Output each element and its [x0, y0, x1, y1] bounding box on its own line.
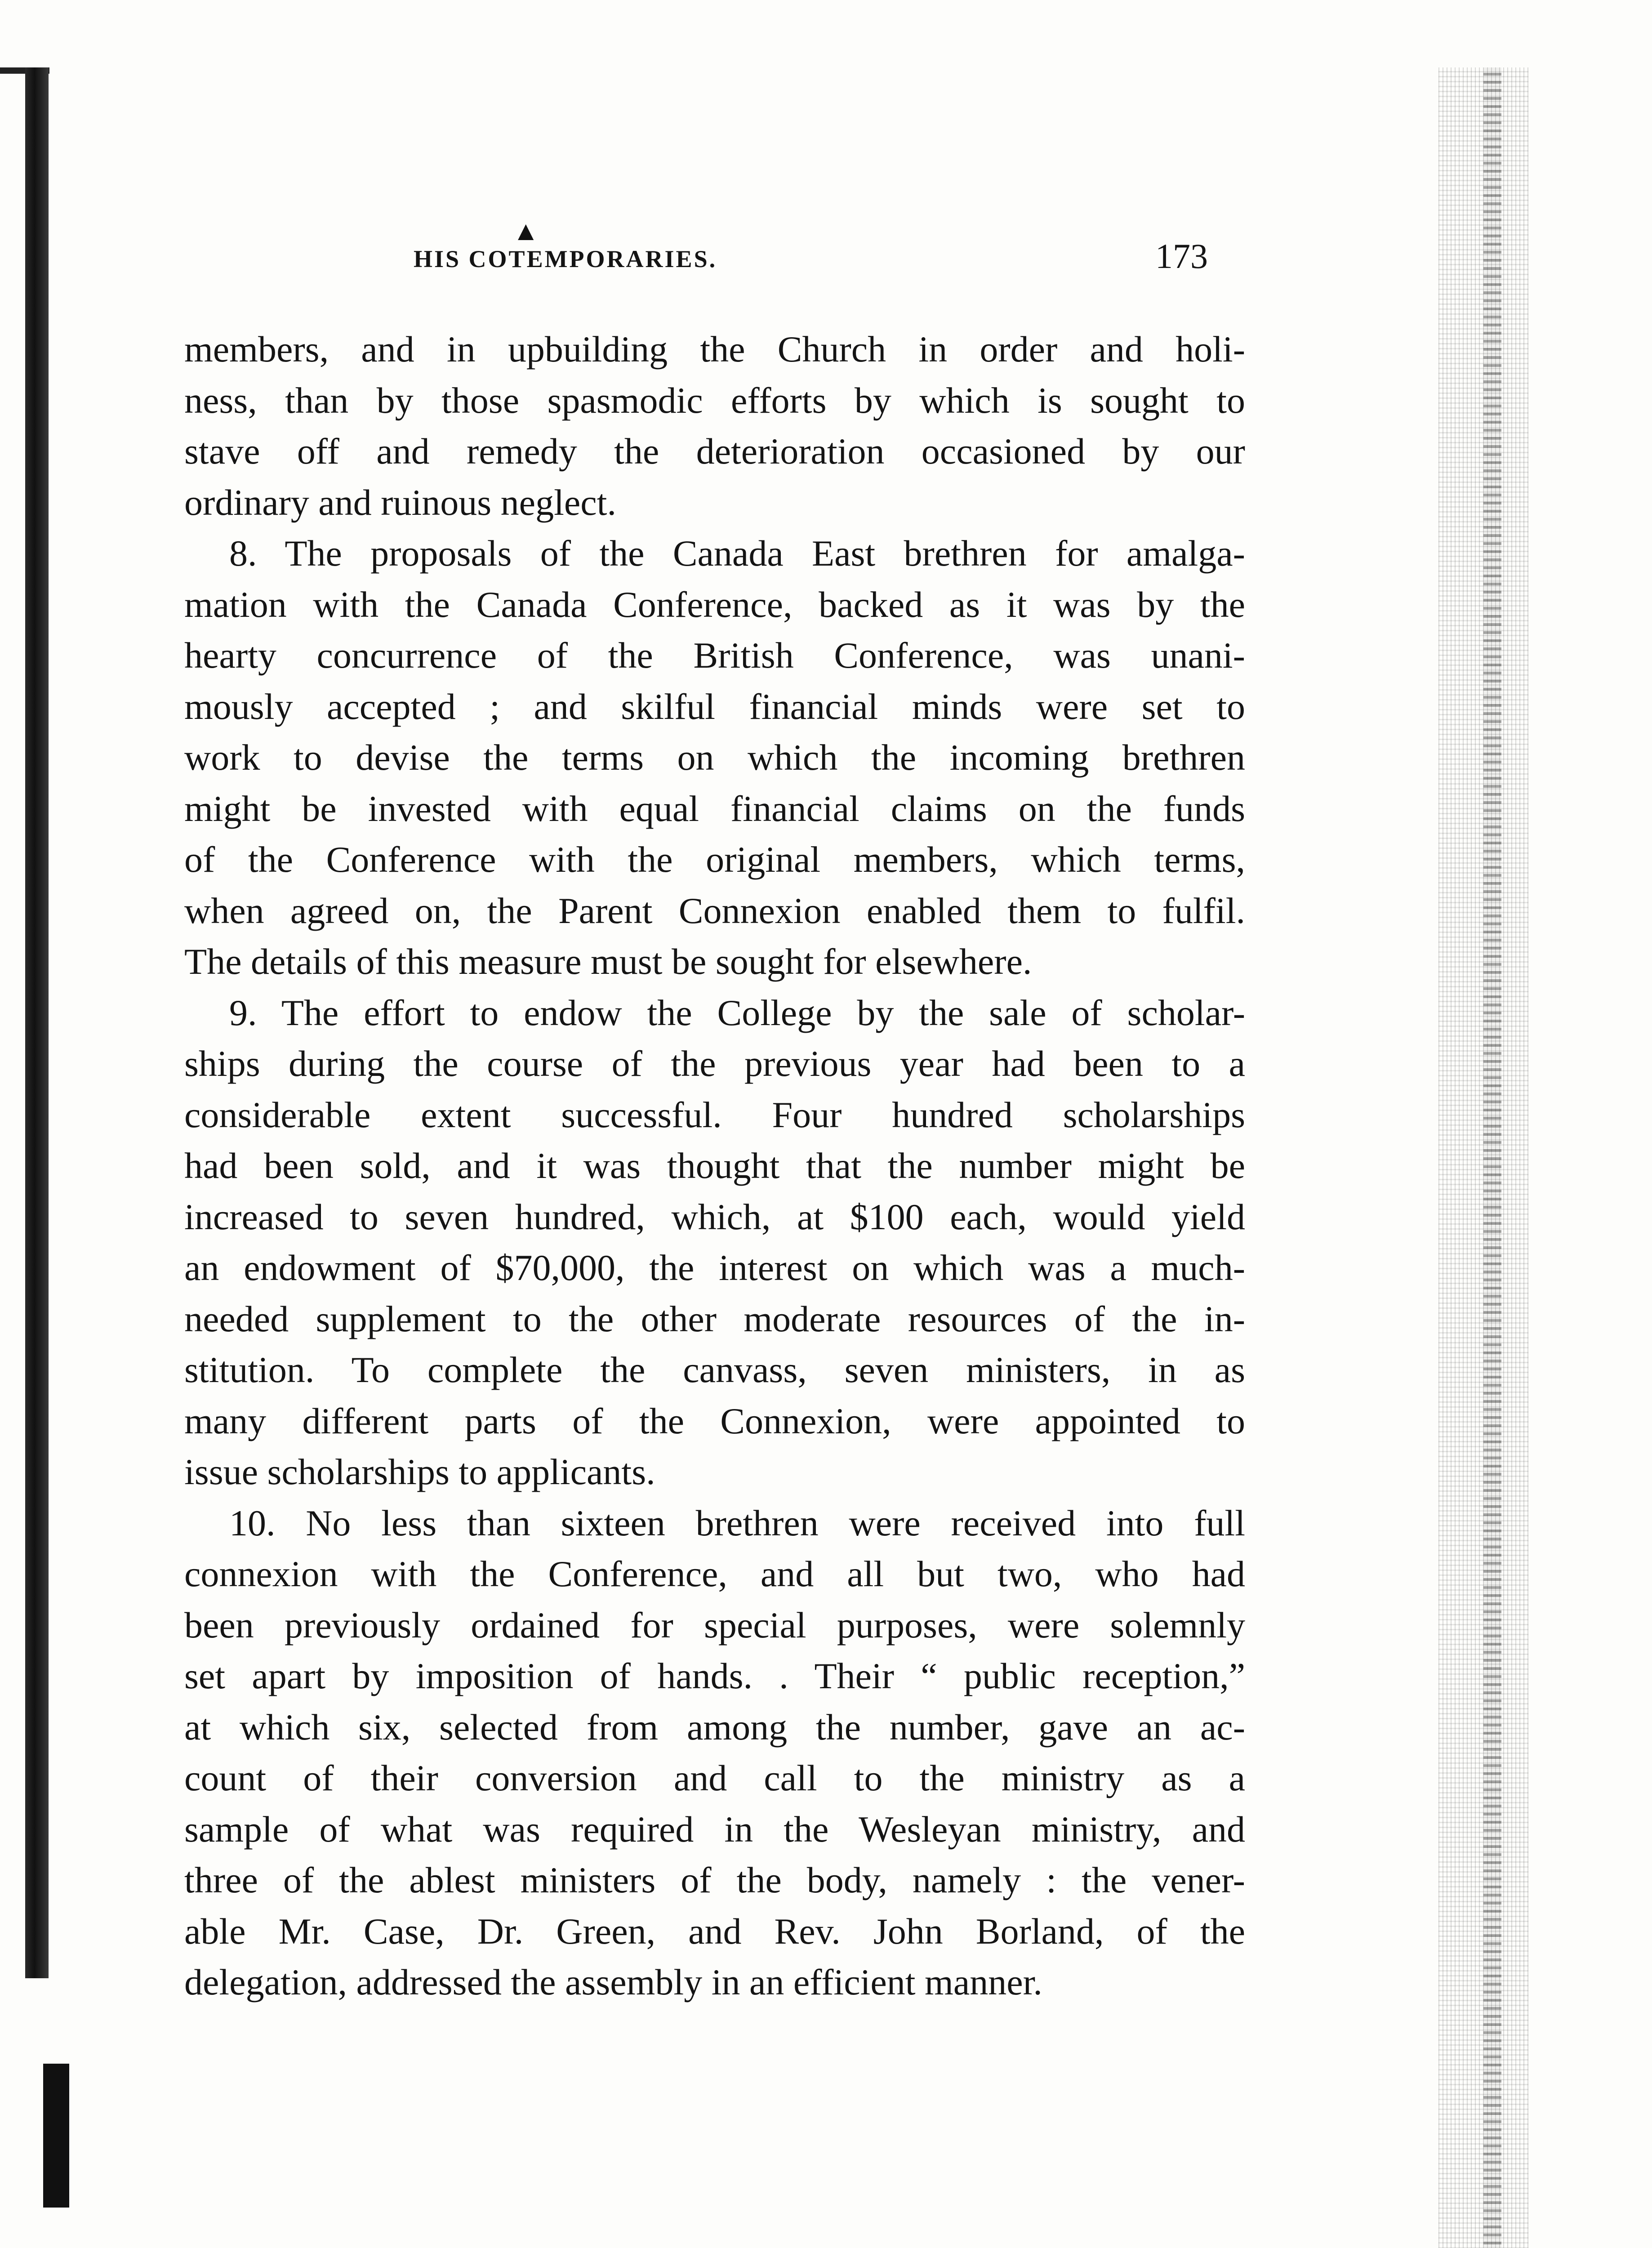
- text-line: ordinary and ruinous neglect.: [184, 482, 616, 523]
- text-line: an endowment of $70,000, the interest on which was a much-: [184, 1247, 1245, 1288]
- text-line: hearty concurrence of the British Conference, was unani-: [184, 635, 1245, 676]
- text-line: considerable extent successful. Four hundred scholarships: [184, 1094, 1245, 1135]
- text-line: mously accepted ; and skilful financial minds were set to: [184, 686, 1245, 727]
- text-line: set apart by imposition of hands. . Their “ public reception,”: [184, 1655, 1245, 1696]
- text-line: count of their conversion and call to the ministry as a: [184, 1757, 1245, 1798]
- text-line: work to devise the terms on which the incoming brethren: [184, 737, 1245, 778]
- ink-mark-icon: ▲: [512, 216, 539, 246]
- paragraph-start-8: 8. The proposals of the Canada East brethren for amalga-: [229, 533, 1245, 574]
- scan-page-edge-dark: [1483, 67, 1501, 2248]
- text-line: three of the ablest ministers of the body, namely : the vener-: [184, 1860, 1245, 1900]
- text-line: sample of what was required in the Wesleyan ministry, and: [184, 1808, 1245, 1850]
- scan-binding-shadow: [25, 67, 49, 1978]
- text-line: ships during the course of the previous year had been to a: [184, 1043, 1245, 1084]
- text-line: increased to seven hundred, which, at $100 each, would yield: [184, 1196, 1245, 1237]
- text-line: at which six, selected from among the number, gave an ac-: [184, 1706, 1245, 1748]
- paragraph-start-10: 10. No less than sixteen brethren were received into full: [229, 1502, 1245, 1543]
- text-line: stitution. To complete the canvass, seven ministers, in as: [184, 1349, 1245, 1390]
- page-number: 173: [1155, 236, 1208, 276]
- text-line: The details of this measure must be sought for elsewhere.: [184, 941, 1032, 982]
- text-line: members, and in upbuilding the Church in order and holi-: [184, 329, 1245, 370]
- text-line: might be invested with equal financial claims on the funds: [184, 788, 1245, 829]
- scan-binding-shadow-lower: [43, 2064, 69, 2208]
- text-line: connexion with the Conference, and all but two, who had: [184, 1553, 1245, 1594]
- text-line: of the Conference with the original members, which terms,: [184, 839, 1245, 880]
- running-head: HIS COTEMPORARIES.: [414, 245, 717, 272]
- text-line: had been sold, and it was thought that the number might be: [184, 1145, 1245, 1186]
- text-line: issue scholarships to applicants.: [184, 1451, 655, 1492]
- text-line: been previously ordained for special purposes, were solemnly: [184, 1604, 1245, 1646]
- paragraph-start-9: 9. The effort to endow the College by the sale of scholar-: [229, 992, 1245, 1033]
- text-line: ness, than by those spasmodic efforts by which is sought to: [184, 379, 1245, 421]
- body-text: [184, 324, 1245, 2008]
- text-line: needed supplement to the other moderate resources of the in-: [184, 1298, 1245, 1339]
- text-line: stave off and remedy the deterioration occasioned by our: [184, 431, 1245, 472]
- text-line: delegation, addressed the assembly in an efficient manner.: [184, 1962, 1042, 2003]
- text-line: when agreed on, the Parent Connexion enabled them to fulfil.: [184, 890, 1245, 931]
- text-line: many different parts of the Connexion, were appointed to: [184, 1400, 1245, 1441]
- text-line: mation with the Canada Conference, backed as it was by the: [184, 584, 1245, 625]
- text-line: able Mr. Case, Dr. Green, and Rev. John Borland, of the: [184, 1910, 1245, 1952]
